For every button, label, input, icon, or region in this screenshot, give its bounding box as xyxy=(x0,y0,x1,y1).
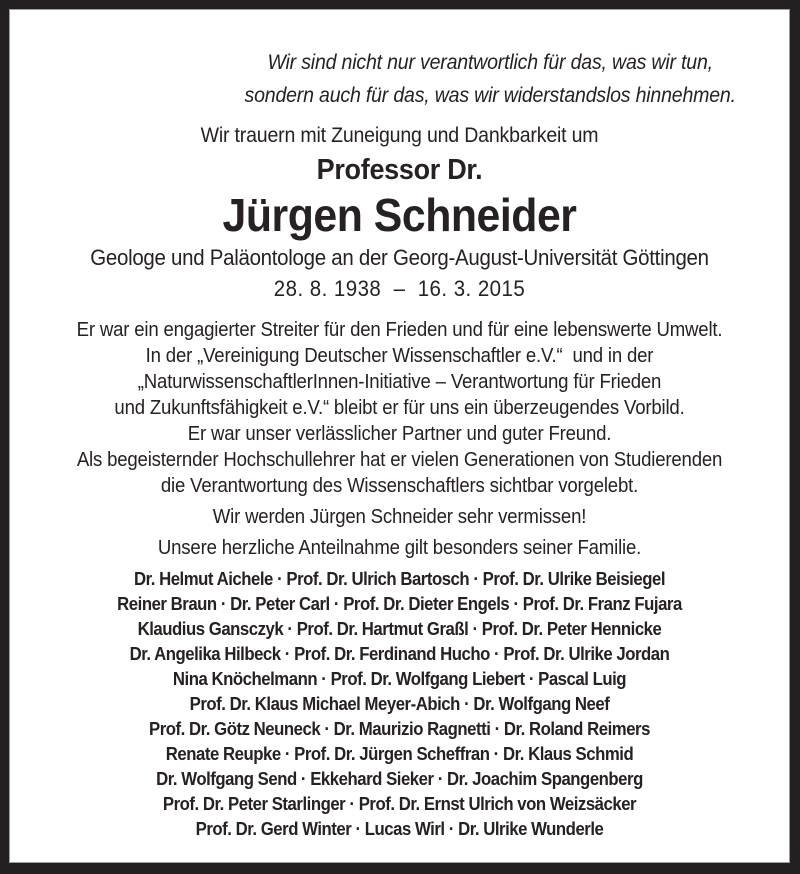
life-dates: 28. 8. 1938 – 16. 3. 2015 xyxy=(273,276,526,301)
mourners-line: Dr. Angelika Hilbeck · Prof. Dr. Ferdinand Hucho · Prof. Dr. Ulrike Jordan xyxy=(129,644,670,664)
mourners-line: Prof. Dr. Gerd Winter · Lucas Wirl · Dr. Ulrike Wunderle xyxy=(195,819,604,839)
tribute-line: Er war unser verlässlicher Partner und guter Freund. xyxy=(187,423,612,445)
obituary-notice xyxy=(9,9,790,863)
intro-line: Wir trauern mit Zuneigung und Dankbarkeit um xyxy=(200,124,599,147)
tribute-line: die Verantwortung des Wissenschaftlers sichtbar vorgelebt. xyxy=(160,475,639,497)
condolence-line: Unsere herzliche Anteilnahme gilt besonders seiner Familie. xyxy=(157,537,642,559)
mourners-line: Reiner Braun · Dr. Peter Carl · Prof. Dr. Dieter Engels · Prof. Dr. Franz Fujara xyxy=(117,594,682,614)
mourners-list xyxy=(37,567,761,842)
mourners-line: Klaudius Gansczyk · Prof. Dr. Hartmut Graßl · Prof. Dr. Peter Hennicke xyxy=(137,619,662,639)
tribute-line: und Zukunftsfähigkeit e.V.“ bleibt er für uns ein überzeugendes Vorbild. xyxy=(114,397,685,419)
tribute-line: Als begeisternder Hochschullehrer hat er vielen Generationen von Studierenden xyxy=(76,449,723,471)
tribute-line: „NaturwissenschaftlerInnen-Initiative – Verantwortung für Frieden xyxy=(137,371,662,393)
tribute-line: In der „Vereinigung Deutscher Wissenschaftler e.V.“ und in der xyxy=(145,345,654,367)
profession-line: Geologe und Paläontologe an der Georg-August-Universität Göttingen xyxy=(90,245,709,270)
mourners-line: Prof. Dr. Klaus Michael Meyer-Abich · Dr. Wolfgang Neef xyxy=(189,694,610,714)
epigraph xyxy=(216,46,765,112)
deceased-name: Jürgen Schneider xyxy=(222,189,577,241)
mourners-line: Renate Reupke · Prof. Dr. Jürgen Scheffran · Dr. Klaus Schmid xyxy=(165,744,634,764)
mourners-line: Dr. Helmut Aichele · Prof. Dr. Ulrich Bartosch · Prof. Dr. Ulrike Beisiegel xyxy=(133,569,666,589)
notice-content xyxy=(37,10,761,862)
title-prefix: Professor Dr. xyxy=(316,154,483,186)
tribute-paragraph xyxy=(37,317,761,499)
epigraph-line: Wir sind nicht nur verantwortlich für das, was wir tun, xyxy=(267,51,713,74)
epigraph-line: sondern auch für das, was wir widerstandslos hinnehmen. xyxy=(244,84,736,107)
mourners-line: Prof. Dr. Peter Starlinger · Prof. Dr. Ernst Ulrich von Weizsäcker xyxy=(162,794,637,814)
farewell-line: Wir werden Jürgen Schneider sehr vermissen! xyxy=(212,506,587,528)
mourners-line: Nina Knöchelmann · Prof. Dr. Wolfgang Liebert · Pascal Luig xyxy=(172,669,627,689)
tribute-line: Er war ein engagierter Streiter für den Frieden und für eine lebenswerte Umwelt. xyxy=(76,319,723,341)
mourners-line: Prof. Dr. Götz Neuneck · Dr. Maurizio Ragnetti · Dr. Roland Reimers xyxy=(149,719,650,739)
mourners-line: Dr. Wolfgang Send · Ekkehard Sieker · Dr. Joachim Spangenberg xyxy=(156,769,643,789)
